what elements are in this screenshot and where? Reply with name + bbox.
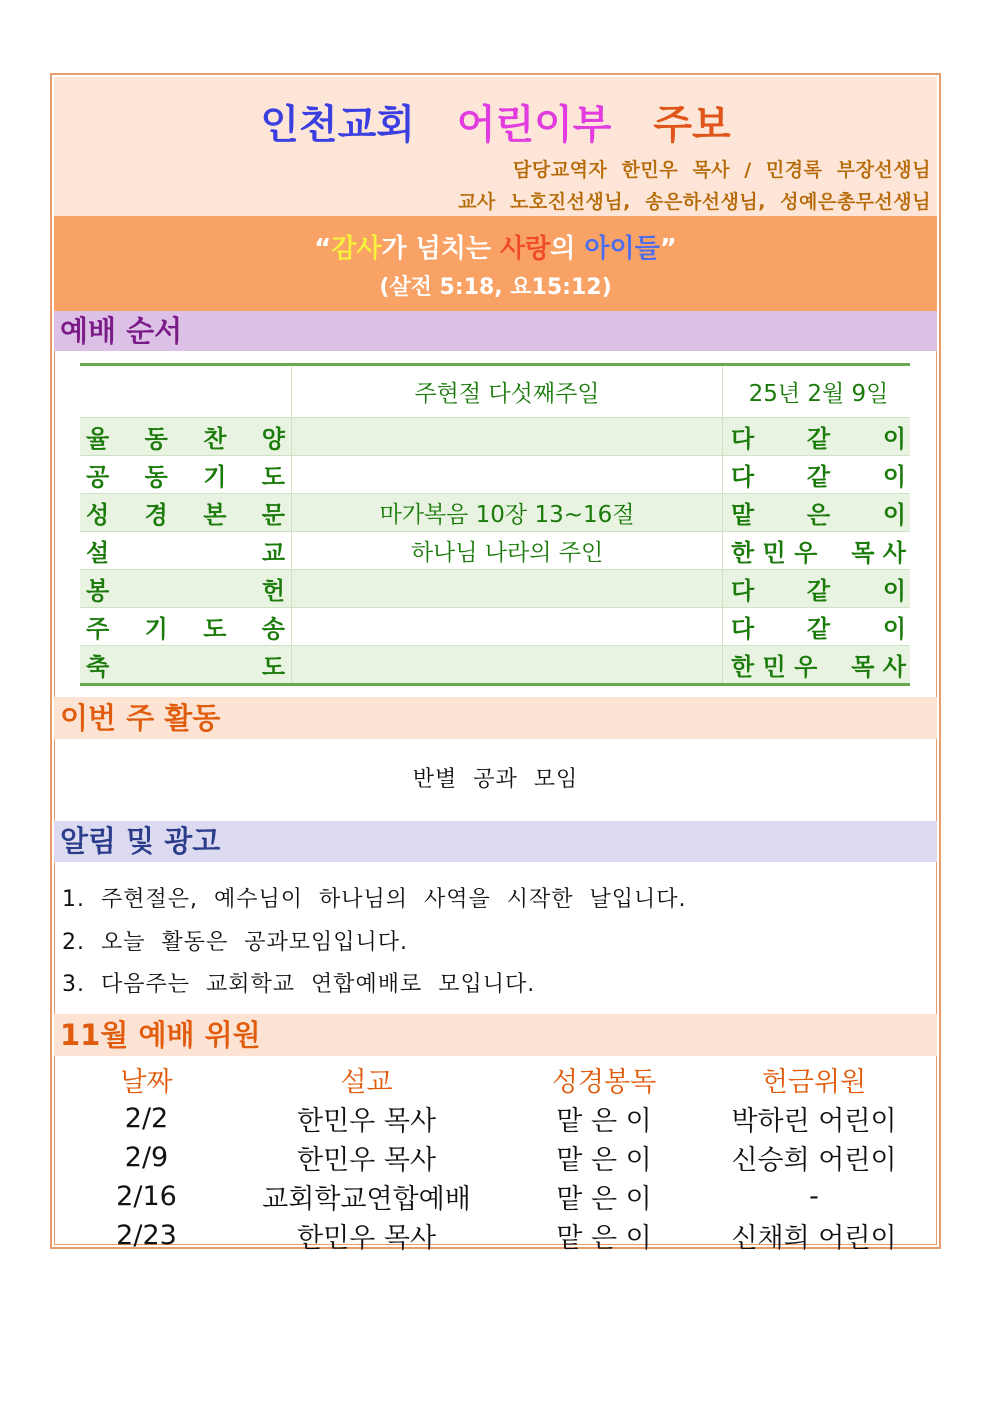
- duty-offering: 박하린 어린이: [731, 1106, 897, 1137]
- duty-table-header: [64, 1060, 924, 1099]
- duty-header-reading: 성경봉독: [551, 1067, 657, 1098]
- worship-order-table: [80, 363, 910, 686]
- theme-word-children: 아이들: [584, 234, 660, 264]
- order-item-leader: 다 같 이: [731, 615, 906, 643]
- theme-banner: [54, 216, 937, 311]
- staff-line-2: 교사 노호진선생님, 송은하선생님, 성예은총무선생님: [458, 191, 931, 213]
- header-date: 25년 2월 9일: [723, 365, 911, 418]
- theme-title: [54, 228, 937, 265]
- order-item-detail: [292, 456, 723, 494]
- order-item-name: 공 동 기 도: [86, 463, 285, 491]
- duty-offering: 신승희 어린이: [731, 1145, 897, 1176]
- duty-header-offering: 헌금위원: [761, 1067, 867, 1098]
- duty-offering: 신채희 어린이: [731, 1223, 897, 1254]
- duty-sermon: 한민우 목사: [297, 1223, 436, 1254]
- table-row: [80, 570, 910, 608]
- bulletin-header: [54, 77, 937, 216]
- order-item-detail: [292, 418, 723, 456]
- theme-part-2: 의: [550, 234, 585, 264]
- order-item-detail: 하나님 나라의 주인: [292, 532, 723, 570]
- theme-word-love: 사랑: [500, 234, 551, 264]
- table-row: [64, 1138, 924, 1177]
- table-row: [64, 1177, 924, 1216]
- staff-line-1: 담당교역자 한민우 목사 / 민경록 부장선생님: [513, 159, 931, 181]
- order-item-leader: 한 민 우 목 사: [731, 539, 906, 567]
- title-dept: 어린이부: [456, 102, 612, 148]
- order-item-leader: 다 같 이: [731, 463, 906, 491]
- quote-close: ”: [659, 234, 677, 264]
- duty-reading: 맡 은 이: [556, 1184, 652, 1215]
- section-title-notices: 알림 및 광고: [54, 821, 937, 862]
- theme-part-1: 가 넘치는: [381, 234, 501, 264]
- duty-reading: 맡 은 이: [556, 1223, 652, 1254]
- section-title-duty: 11월 예배 위원: [54, 1014, 937, 1056]
- order-item-leader: 다 같 이: [731, 425, 906, 453]
- duty-sermon: 한민우 목사: [297, 1145, 436, 1176]
- header-sunday: 주현절 다섯째주일: [292, 365, 723, 418]
- duty-date: 2/9: [124, 1142, 169, 1173]
- order-item-name: 봉 헌: [86, 577, 285, 605]
- duty-reading: 맡 은 이: [556, 1145, 652, 1176]
- table-row: [80, 418, 910, 456]
- duty-header-date: 날짜: [120, 1067, 173, 1098]
- table-row: [80, 646, 910, 685]
- order-item-name: 설 교: [86, 539, 285, 567]
- duty-date: 2/23: [116, 1220, 177, 1251]
- header-blank: [80, 365, 292, 418]
- activity-text: 반별 공과 모임: [412, 767, 579, 792]
- section-title-activity: 이번 주 활동: [54, 697, 937, 739]
- order-item-name: 축 도: [86, 653, 285, 681]
- table-row: [80, 532, 910, 570]
- duty-reading: 맡 은 이: [556, 1106, 652, 1137]
- order-item-detail: [292, 608, 723, 646]
- title-church: 인천교회: [260, 102, 415, 148]
- order-item-name: 율 동 찬 양: [86, 425, 285, 453]
- notice-item-1: 1. 주현절은, 예수님이 하나님의 사역을 시작한 날입니다.: [62, 887, 687, 912]
- order-item-detail: [292, 570, 723, 608]
- order-item-detail: 마가복음 10장 13~16절: [292, 494, 723, 532]
- order-item-name: 주 기 도 송: [86, 615, 285, 643]
- theme-word-thanks: 감사: [331, 234, 382, 264]
- order-item-name: 성 경 본 문: [86, 501, 285, 529]
- theme-reference: (살전 5:18, 요15:12): [379, 275, 612, 300]
- title-bulletin: 주보: [653, 102, 731, 148]
- duty-sermon: 교회학교연합예배: [262, 1184, 471, 1215]
- table-row: [64, 1099, 924, 1138]
- duty-header-sermon: 설교: [340, 1067, 393, 1098]
- duty-sermon: 한민우 목사: [297, 1106, 436, 1137]
- section-title-worship: 예배 순서: [54, 311, 937, 351]
- table-row: [80, 608, 910, 646]
- table-row: [64, 1216, 924, 1255]
- notice-item-2: 2. 오늘 활동은 공과모임입니다.: [62, 930, 408, 955]
- order-item-leader: 한 민 우 목 사: [731, 653, 906, 681]
- order-item-leader: 다 같 이: [731, 577, 906, 605]
- order-item-leader: 맡 은 이: [731, 501, 906, 529]
- notice-item-3: 3. 다음주는 교회학교 연합예배로 모입니다.: [62, 972, 536, 997]
- order-item-detail: [292, 646, 723, 685]
- duty-date: 2/16: [116, 1181, 177, 1212]
- duty-date: 2/2: [124, 1103, 169, 1134]
- duty-table: [64, 1060, 924, 1255]
- duty-offering: -: [809, 1181, 819, 1212]
- worship-table-header: [80, 365, 910, 418]
- quote-open: “: [314, 234, 332, 264]
- bulletin-title: [54, 93, 937, 150]
- table-row: [80, 456, 910, 494]
- table-row: [80, 494, 910, 532]
